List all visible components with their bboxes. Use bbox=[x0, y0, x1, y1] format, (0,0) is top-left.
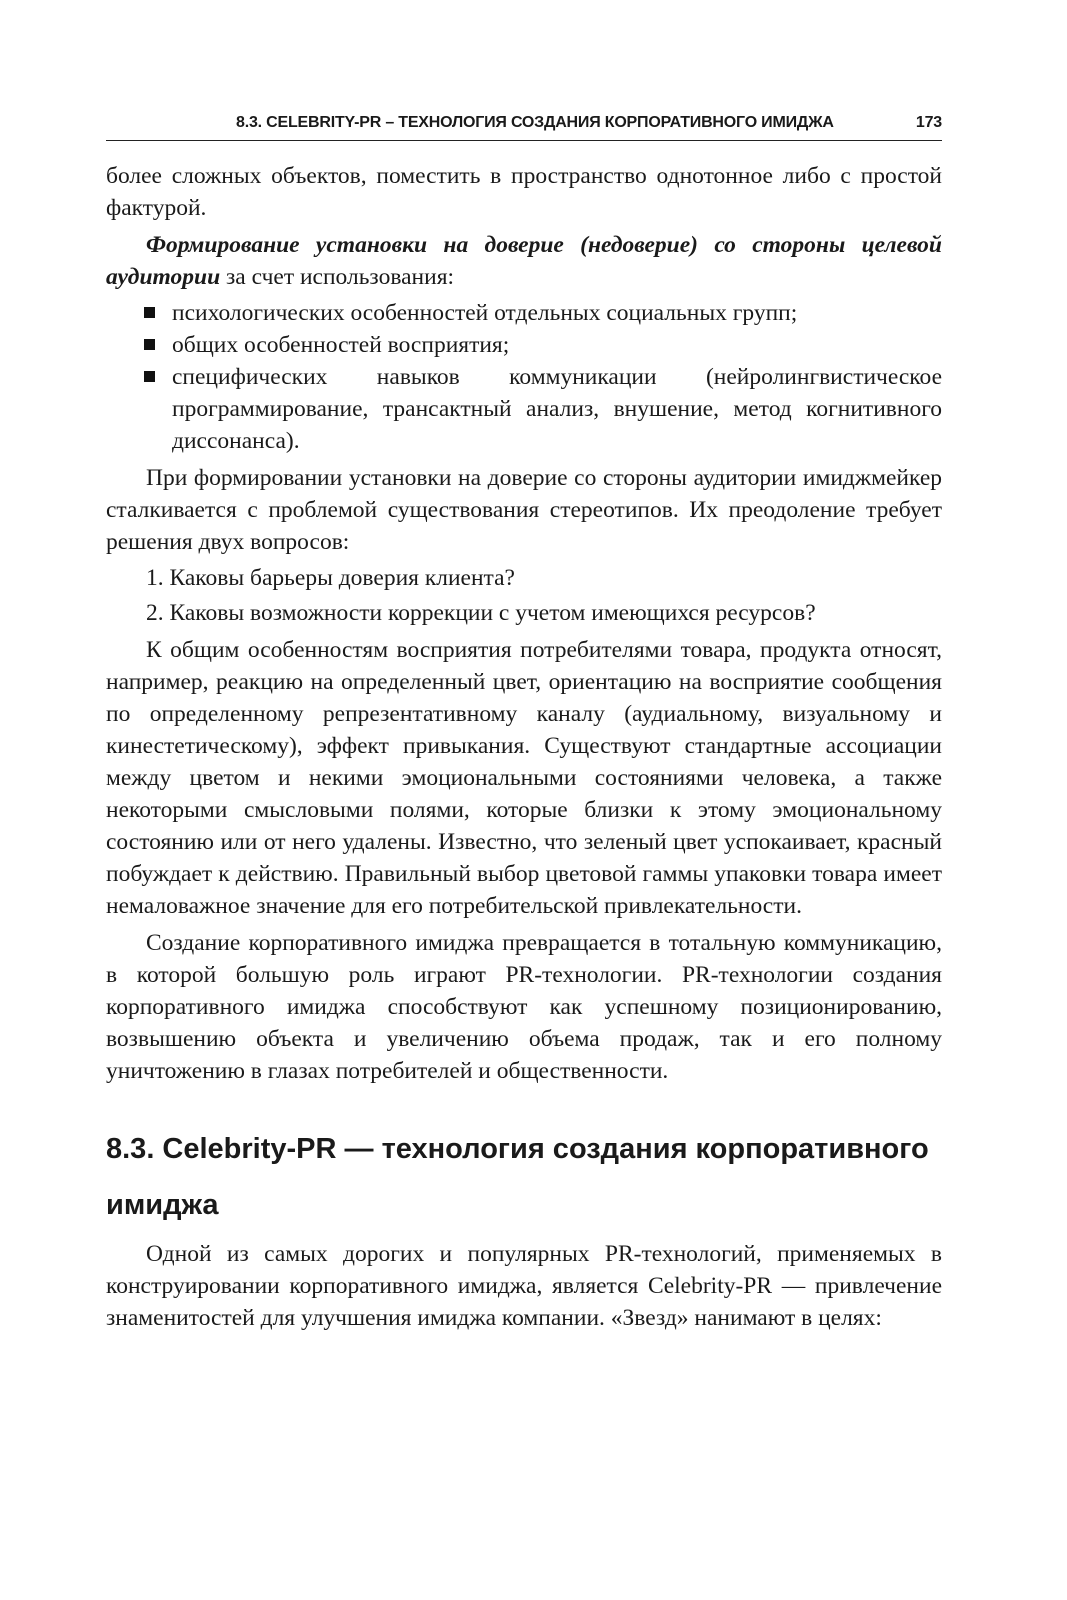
paragraph-celebrity-pr: Одной из самых дорогих и популярных PR-технологий, применяемых в конструировании корпоративного имиджа, является Celebrity-PR — привлечение знаменитостей для улучшения имиджа компании. «Звезд» нанимают в целях: bbox=[106, 1241, 942, 1331]
paragraph-continuation: более сложных объектов, поместить в пространство однотонное либо с простой фактурой. bbox=[106, 163, 942, 221]
numbered-item: 2. Каковы возможности коррекции с учетом имеющихся ресурсов? bbox=[146, 600, 816, 626]
paragraph-corporate-image: Создание корпоративного имиджа превращается в тотальную коммуникацию, в которой большую роль играют PR-технологии. PR-технологии создания корпоративного имиджа способствуют как успешному позиционированию, возвышению объекта и увеличению объема продаж, так и его полному уничтожению в глазах потребителей и общественности. bbox=[106, 930, 942, 1084]
numbered-list bbox=[106, 562, 942, 629]
section-heading: 8.3. Celebrity-PR — технология создания корпоративного имиджа bbox=[106, 1133, 929, 1221]
page-body bbox=[106, 160, 942, 1334]
numbered-item: 1. Каковы барьеры доверия клиента? bbox=[146, 565, 515, 591]
paragraph-stereotypes: При формировании установки на доверие со стороны аудитории имиджмейкер сталкивается с проблемой существования стереотипов. Их преодоление требует решения двух вопросов: bbox=[106, 465, 942, 555]
paragraph-lead-rest: за счет использования: bbox=[220, 264, 455, 290]
bullet-list bbox=[106, 297, 942, 457]
list-item-text: специфических навыков коммуникации (нейролингвистическое программирование, трансактный анализ, внушение, метод когнитивного диссонанса). bbox=[172, 364, 942, 454]
square-bullet-icon bbox=[144, 339, 155, 350]
running-head bbox=[106, 108, 942, 141]
list-item-text: общих особенностей восприятия; bbox=[172, 332, 510, 358]
square-bullet-icon bbox=[144, 307, 155, 318]
page-number: 173 bbox=[915, 114, 942, 131]
list-item bbox=[172, 297, 942, 329]
paragraph-perception: К общим особенностям восприятия потребителями товара, продукта относят, например, реакцию на определенный цвет, ориентацию на восприятие сообщения по определенному репрезентативному каналу (аудиальному, визуальному и кинестетическому), эффект привыкания. Существуют стандартные ассоциации между цветом и некими эмоциональными состояниями человека, а также некоторыми смысловыми полями, которые близки к этому эмоциональному состоянию или от него удалены. Известно, что зеленый цвет успокаивает, красный побуждает к действию. Правильный выбор цветовой гаммы упаковки товара имеет немаловажное значение для его потребительской привлекательности. bbox=[106, 637, 942, 919]
paragraph-lead-term: Формирование установки на доверие (недоверие) со стороны целевой аудитории bbox=[106, 232, 942, 290]
square-bullet-icon bbox=[144, 371, 155, 382]
paragraph-trust-setup bbox=[106, 229, 942, 293]
list-item bbox=[172, 329, 942, 361]
running-head-title: 8.3. CELEBRITY-PR – ТЕХНОЛОГИЯ СОЗДАНИЯ КОРПОРАТИВНОГО ИМИДЖА bbox=[236, 114, 834, 131]
list-item-text: психологических особенностей отдельных социальных групп; bbox=[172, 300, 798, 326]
list-item bbox=[172, 361, 942, 457]
